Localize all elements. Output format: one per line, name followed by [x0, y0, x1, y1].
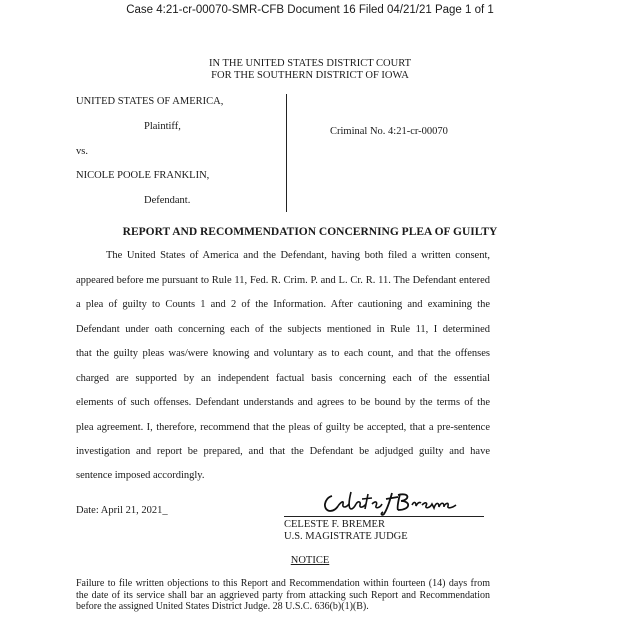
plaintiff-role: Plaintiff, [144, 121, 181, 132]
court-name-line-1: IN THE UNITED STATES DISTRICT COURT [208, 58, 411, 69]
body-line-6: charged are supported by an independent factual basis concerning each of the essential [76, 373, 490, 384]
defendant-role: Defendant. [144, 195, 191, 206]
body-line-7: elements of such offenses. Defendant understands and agrees to be bound by the terms of the [76, 397, 490, 408]
body-line-1: The United States of America and the Defendant, having both filed a written consent, [106, 250, 490, 261]
case-number: Criminal No. 4:21-cr-00070 [330, 126, 448, 137]
versus-label: vs. [76, 146, 88, 157]
body-line-4: Defendant under oath concerning each of the subjects mentioned in Rule 11, I determined [76, 324, 490, 335]
plaintiff-name: UNITED STATES OF AMERICA, [76, 96, 224, 107]
body-line-3: a plea of guilty to Counts 1 and 2 of the Information. After cautioning and examining the [76, 299, 490, 310]
signer-name: CELESTE F. BREMER [284, 519, 385, 530]
signer-title: U.S. MAGISTRATE JUDGE [284, 531, 408, 542]
court-name-line-2: FOR THE SOUTHERN DISTRICT OF IOWA [211, 70, 409, 81]
date-line: Date: April 21, 2021_ [76, 505, 168, 516]
body-line-5: that the guilty pleas was/were knowing and voluntary as to each count, and that the offenses [76, 348, 490, 359]
body-line-10: sentence imposed accordingly. [76, 470, 205, 481]
body-line-9: investigation and report be prepared, and that the Defendant be adjudged guilty and have [76, 446, 490, 457]
signature-line [284, 516, 484, 517]
caption-divider [286, 94, 287, 212]
handwritten-signature [318, 486, 458, 523]
body-line-8: plea agreement. I, therefore, recommend that the pleas of guilty be accepted, that a pre-sentence [76, 422, 490, 433]
notice-heading: NOTICE [290, 555, 330, 566]
body-line-2: appeared before me pursuant to Rule 11, Fed. R. Crim. P. and L. Cr. R. 11. The Defendant entered [76, 275, 490, 286]
notice-text: Failure to file written objections to this Report and Recommendation within fourteen (14) days from the date of its service shall bar an aggrieved party from attacking such Report and Recommendation before the assigned United States District Judge. 28 U.S.C. 636(b)(1)(B). [76, 578, 490, 612]
case-header: Case 4:21-cr-00070-SMR-CFB Document 16 Filed 04/21/21 Page 1 of 1 [126, 4, 494, 16]
defendant-name: NICOLE POOLE FRANKLIN, [76, 170, 210, 181]
document-title: REPORT AND RECOMMENDATION CONCERNING PLEA OF GUILTY [122, 226, 498, 238]
